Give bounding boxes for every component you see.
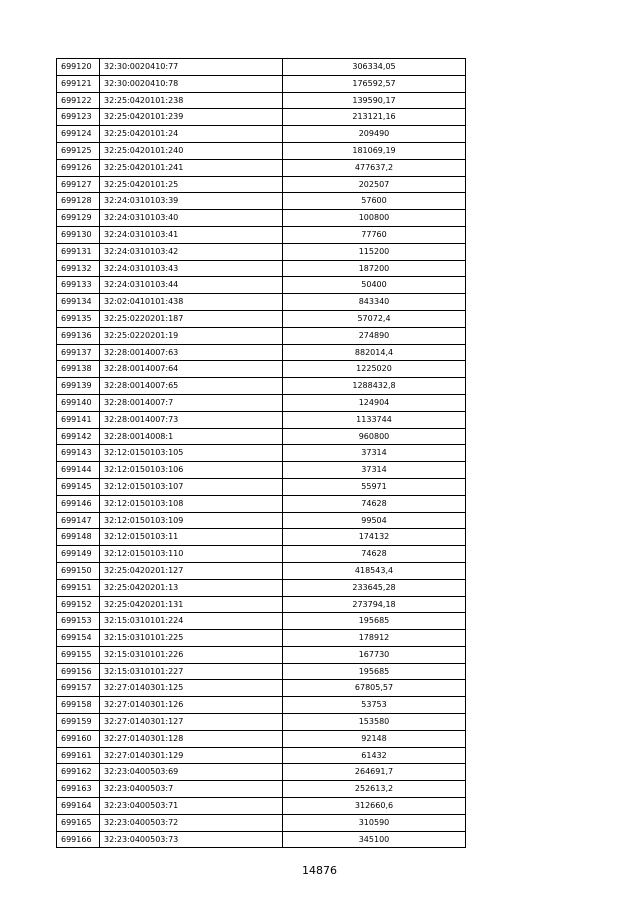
cadastral-number-cell: 32:28:0014007:73 — [100, 411, 283, 428]
table-row — [57, 75, 466, 92]
value-cell: 209490 — [283, 126, 466, 143]
table-row — [57, 394, 466, 411]
row-id-cell: 699131 — [57, 243, 100, 260]
cadastral-number-cell: 32:28:0014007:63 — [100, 344, 283, 361]
cadastral-number-cell: 32:25:0420101:240 — [100, 142, 283, 159]
cadastral-number-cell: 32:12:0150103:106 — [100, 462, 283, 479]
cadastral-number-cell: 32:25:0420201:13 — [100, 579, 283, 596]
row-id-cell: 699128 — [57, 193, 100, 210]
cadastral-number-cell: 32:02:0410101:438 — [100, 294, 283, 311]
value-cell: 345100 — [283, 831, 466, 848]
value-cell: 213121,16 — [283, 109, 466, 126]
row-id-cell: 699127 — [57, 176, 100, 193]
table-row — [57, 59, 466, 76]
row-id-cell: 699148 — [57, 529, 100, 546]
table-row — [57, 478, 466, 495]
cadastral-number-cell: 32:15:0310101:226 — [100, 646, 283, 663]
value-cell: 187200 — [283, 260, 466, 277]
row-id-cell: 699156 — [57, 663, 100, 680]
table-row — [57, 445, 466, 462]
cadastral-number-cell: 32:28:0014007:65 — [100, 378, 283, 395]
cadastral-number-cell: 32:25:0420101:24 — [100, 126, 283, 143]
value-cell: 181069,19 — [283, 142, 466, 159]
table-row — [57, 596, 466, 613]
row-id-cell: 699159 — [57, 714, 100, 731]
cadastral-number-cell: 32:24:0310103:40 — [100, 210, 283, 227]
cadastral-number-cell: 32:24:0310103:42 — [100, 243, 283, 260]
table-row — [57, 495, 466, 512]
table-row — [57, 361, 466, 378]
cadastral-number-cell: 32:27:0140301:128 — [100, 730, 283, 747]
table-row — [57, 714, 466, 731]
cadastral-number-cell: 32:12:0150103:110 — [100, 546, 283, 563]
cadastral-number-cell: 32:25:0420101:238 — [100, 92, 283, 109]
value-cell: 167730 — [283, 646, 466, 663]
value-cell: 174132 — [283, 529, 466, 546]
row-id-cell: 699132 — [57, 260, 100, 277]
cadastral-number-cell: 32:25:0420201:131 — [100, 596, 283, 613]
row-id-cell: 699161 — [57, 747, 100, 764]
cadastral-value-table — [56, 58, 466, 848]
table-row — [57, 680, 466, 697]
cadastral-number-cell: 32:15:0310101:224 — [100, 613, 283, 630]
row-id-cell: 699138 — [57, 361, 100, 378]
table-row — [57, 781, 466, 798]
cadastral-number-cell: 32:25:0220201:187 — [100, 310, 283, 327]
value-cell: 202507 — [283, 176, 466, 193]
row-id-cell: 699125 — [57, 142, 100, 159]
table-row — [57, 630, 466, 647]
value-cell: 1288432,8 — [283, 378, 466, 395]
table-row — [57, 798, 466, 815]
cadastral-number-cell: 32:27:0140301:125 — [100, 680, 283, 697]
row-id-cell: 699153 — [57, 613, 100, 630]
cadastral-number-cell: 32:27:0140301:129 — [100, 747, 283, 764]
cadastral-number-cell: 32:28:0014008:1 — [100, 428, 283, 445]
row-id-cell: 699123 — [57, 109, 100, 126]
table-row — [57, 663, 466, 680]
cadastral-number-cell: 32:24:0310103:43 — [100, 260, 283, 277]
cadastral-number-cell: 32:23:0400503:73 — [100, 831, 283, 848]
value-cell: 418543,4 — [283, 562, 466, 579]
cadastral-number-cell: 32:25:0220201:19 — [100, 327, 283, 344]
value-cell: 882014,4 — [283, 344, 466, 361]
value-cell: 1133744 — [283, 411, 466, 428]
row-id-cell: 699145 — [57, 478, 100, 495]
cadastral-number-cell: 32:25:0420101:25 — [100, 176, 283, 193]
table-row — [57, 428, 466, 445]
value-cell: 306334,05 — [283, 59, 466, 76]
cadastral-number-cell: 32:30:0020410:78 — [100, 75, 283, 92]
table-row — [57, 176, 466, 193]
cadastral-number-cell: 32:28:0014007:7 — [100, 394, 283, 411]
cadastral-number-cell: 32:12:0150103:108 — [100, 495, 283, 512]
value-cell: 92148 — [283, 730, 466, 747]
value-cell: 53753 — [283, 697, 466, 714]
cadastral-number-cell: 32:25:0420101:241 — [100, 159, 283, 176]
table-row — [57, 764, 466, 781]
value-cell: 61432 — [283, 747, 466, 764]
value-cell: 153580 — [283, 714, 466, 731]
value-cell: 274890 — [283, 327, 466, 344]
row-id-cell: 699135 — [57, 310, 100, 327]
table-row — [57, 562, 466, 579]
row-id-cell: 699129 — [57, 210, 100, 227]
page-number: 14876 — [302, 864, 337, 877]
value-cell: 195685 — [283, 613, 466, 630]
row-id-cell: 699122 — [57, 92, 100, 109]
row-id-cell: 699143 — [57, 445, 100, 462]
value-cell: 477637,2 — [283, 159, 466, 176]
row-id-cell: 699162 — [57, 764, 100, 781]
row-id-cell: 699155 — [57, 646, 100, 663]
table-row — [57, 210, 466, 227]
cadastral-number-cell: 32:25:0420201:127 — [100, 562, 283, 579]
table-row — [57, 193, 466, 210]
row-id-cell: 699151 — [57, 579, 100, 596]
cadastral-number-cell: 32:30:0020410:77 — [100, 59, 283, 76]
value-cell: 100800 — [283, 210, 466, 227]
row-id-cell: 699152 — [57, 596, 100, 613]
table-row — [57, 814, 466, 831]
row-id-cell: 699120 — [57, 59, 100, 76]
value-cell: 74628 — [283, 546, 466, 563]
row-id-cell: 699139 — [57, 378, 100, 395]
value-cell: 67805,57 — [283, 680, 466, 697]
table-row — [57, 277, 466, 294]
value-cell: 252613,2 — [283, 781, 466, 798]
table-row — [57, 378, 466, 395]
value-cell: 233645,28 — [283, 579, 466, 596]
value-cell: 37314 — [283, 462, 466, 479]
table-row — [57, 831, 466, 848]
table-row — [57, 226, 466, 243]
cadastral-number-cell: 32:15:0310101:225 — [100, 630, 283, 647]
cadastral-number-cell: 32:27:0140301:126 — [100, 697, 283, 714]
row-id-cell: 699144 — [57, 462, 100, 479]
table-row — [57, 730, 466, 747]
table-row — [57, 327, 466, 344]
table-row — [57, 529, 466, 546]
cadastral-number-cell: 32:28:0014007:64 — [100, 361, 283, 378]
row-id-cell: 699124 — [57, 126, 100, 143]
cadastral-number-cell: 32:27:0140301:127 — [100, 714, 283, 731]
cadastral-number-cell: 32:23:0400503:7 — [100, 781, 283, 798]
row-id-cell: 699133 — [57, 277, 100, 294]
row-id-cell: 699154 — [57, 630, 100, 647]
table-row — [57, 613, 466, 630]
value-cell: 55971 — [283, 478, 466, 495]
table-row — [57, 344, 466, 361]
row-id-cell: 699136 — [57, 327, 100, 344]
table-body — [57, 59, 466, 848]
table-row — [57, 579, 466, 596]
cadastral-number-cell: 32:12:0150103:105 — [100, 445, 283, 462]
table-row — [57, 294, 466, 311]
row-id-cell: 699158 — [57, 697, 100, 714]
row-id-cell: 699121 — [57, 75, 100, 92]
row-id-cell: 699137 — [57, 344, 100, 361]
cadastral-number-cell: 32:25:0420101:239 — [100, 109, 283, 126]
row-id-cell: 699146 — [57, 495, 100, 512]
table-row — [57, 126, 466, 143]
value-cell: 960800 — [283, 428, 466, 445]
row-id-cell: 699134 — [57, 294, 100, 311]
value-cell: 124904 — [283, 394, 466, 411]
row-id-cell: 699130 — [57, 226, 100, 243]
cadastral-number-cell: 32:24:0310103:39 — [100, 193, 283, 210]
value-cell: 843340 — [283, 294, 466, 311]
row-id-cell: 699149 — [57, 546, 100, 563]
row-id-cell: 699163 — [57, 781, 100, 798]
table-row — [57, 109, 466, 126]
cadastral-number-cell: 32:24:0310103:41 — [100, 226, 283, 243]
value-cell: 312660,6 — [283, 798, 466, 815]
row-id-cell: 699140 — [57, 394, 100, 411]
cadastral-number-cell: 32:12:0150103:107 — [100, 478, 283, 495]
table-row — [57, 462, 466, 479]
value-cell: 176592,57 — [283, 75, 466, 92]
value-cell: 99504 — [283, 512, 466, 529]
value-cell: 273794,18 — [283, 596, 466, 613]
row-id-cell: 699164 — [57, 798, 100, 815]
row-id-cell: 699142 — [57, 428, 100, 445]
table-row — [57, 260, 466, 277]
cadastral-number-cell: 32:15:0310101:227 — [100, 663, 283, 680]
table-row — [57, 411, 466, 428]
table-row — [57, 142, 466, 159]
value-cell: 310590 — [283, 814, 466, 831]
cadastral-number-cell: 32:23:0400503:72 — [100, 814, 283, 831]
value-cell: 178912 — [283, 630, 466, 647]
row-id-cell: 699166 — [57, 831, 100, 848]
table-row — [57, 243, 466, 260]
row-id-cell: 699157 — [57, 680, 100, 697]
table-row — [57, 697, 466, 714]
cadastral-number-cell: 32:23:0400503:69 — [100, 764, 283, 781]
value-cell: 77760 — [283, 226, 466, 243]
value-cell: 195685 — [283, 663, 466, 680]
value-cell: 115200 — [283, 243, 466, 260]
row-id-cell: 699160 — [57, 730, 100, 747]
value-cell: 74628 — [283, 495, 466, 512]
value-cell: 37314 — [283, 445, 466, 462]
value-cell: 50400 — [283, 277, 466, 294]
value-cell: 264691,7 — [283, 764, 466, 781]
cadastral-number-cell: 32:12:0150103:109 — [100, 512, 283, 529]
value-cell: 139590,17 — [283, 92, 466, 109]
table-row — [57, 159, 466, 176]
row-id-cell: 699150 — [57, 562, 100, 579]
row-id-cell: 699126 — [57, 159, 100, 176]
value-cell: 1225020 — [283, 361, 466, 378]
cadastral-number-cell: 32:23:0400503:71 — [100, 798, 283, 815]
table-row — [57, 92, 466, 109]
table-row — [57, 310, 466, 327]
value-cell: 57600 — [283, 193, 466, 210]
table-row — [57, 512, 466, 529]
cadastral-number-cell: 32:24:0310103:44 — [100, 277, 283, 294]
value-cell: 57072,4 — [283, 310, 466, 327]
cadastral-number-cell: 32:12:0150103:11 — [100, 529, 283, 546]
row-id-cell: 699165 — [57, 814, 100, 831]
table-row — [57, 747, 466, 764]
row-id-cell: 699147 — [57, 512, 100, 529]
table-row — [57, 546, 466, 563]
table-row — [57, 646, 466, 663]
row-id-cell: 699141 — [57, 411, 100, 428]
